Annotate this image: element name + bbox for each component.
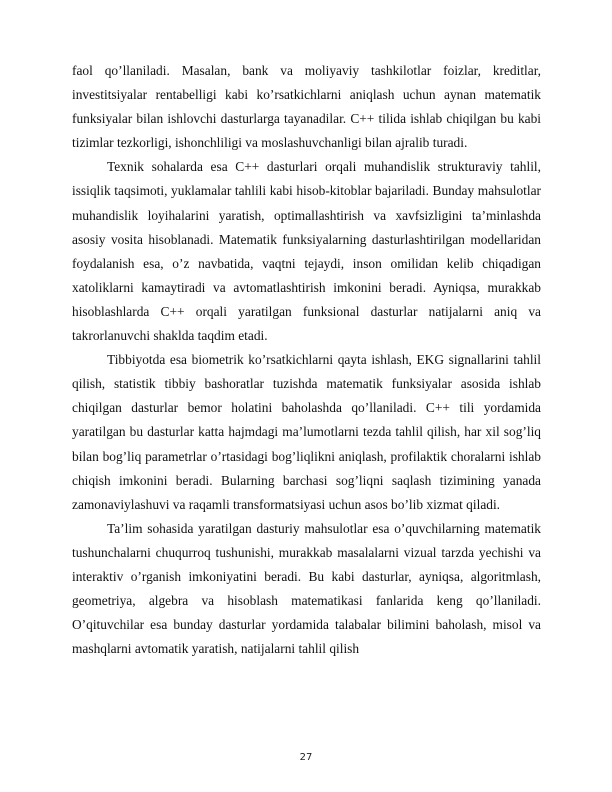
paragraph-medicine: Tibbiyotda esa biometrik ko’rsatkichlarni qayta ishlash, EKG signallarini tahlil qilish, statistik tibbiy bashoratlar tuzishda matematik funksiyalar asosida ishlab chiqilgan dasturlar bemor holatini baholashda qo’llaniladi. C++ tili yordamida yaratilgan bu dasturlar katta hajmdagi ma’lumotlarni tezda tahlil qilish, har xil sog’liq bilan bog’liq parametrlar o’rtasidagi bog’liqlikni aniqlash, profilaktik choralarni ishlab chiqish imkonini beradi. Bularning barchasi sog’liqni saqlash tizimining yanada zamonaviylashuvi va raqamli transformatsiyasi uchun asos bo’lib xizmat qiladi.: [72, 352, 541, 512]
paragraph-finance: faol qo’llaniladi. Masalan, bank va moliyaviy tashkilotlar foizlar, kreditlar, investitsiyalar rentabelligi kabi ko’rsatkichlarni aniqlash uchun aynan matematik funksiyalar bilan ishlovchi dasturlarga tayanadilar. C++ tilida ishlab chiqilgan bu kabi tizimlar tezkorligi, ishonchliligi va moslashuvchanligi bilan ajralib turadi.: [72, 63, 541, 151]
page-body: [72, 59, 541, 661]
paragraph-education: Ta’lim sohasida yaratilgan dasturiy mahsulotlar esa o’quvchilarning matematik tushunchalarni chuqurroq tushunishi, murakkab masalalarni vizual tarzda yechishi va interaktiv o’rganish imkoniyatini beradi. Bu kabi dasturlar, ayniqsa, algoritmlash, geometriya, algebra va hisoblash matematikasi fanlarida keng qo’llaniladi. O’qituvchilar esa bunday dasturlar yordamida talabalar bilimini baholash, misol va mashqlarni avtomatik yaratish, natijalarni tahlil qilish: [72, 520, 541, 657]
page-number: 27: [299, 752, 313, 763]
paragraph-engineering: Texnik sohalarda esa C++ dasturlari orqali muhandislik strukturaviy tahlil, issiqlik taqsimoti, yuklamalar tahlili kabi hisob-kitoblar bajariladi. Bunday mahsulotlar muhandislik loyihalarini yaratish, optimallashtirish va xavfsizligini ta’minlashda asosiy vosita hisoblanadi. Matematik funksiyalarning dasturlashtirilgan modellaridan foydalanish esa, o’z navbatida, vaqtni tejaydi, inson omilidan kelib chiqadigan xatoliklarni kamaytiradi va avtomatlashtirish imkonini beradi. Ayniqsa, murakkab hisoblashlarda C++ orqali yaratilgan funksional dasturlar natijalarni aniq va takrorlanuvchi shaklda taqdim etadi.: [72, 159, 541, 344]
